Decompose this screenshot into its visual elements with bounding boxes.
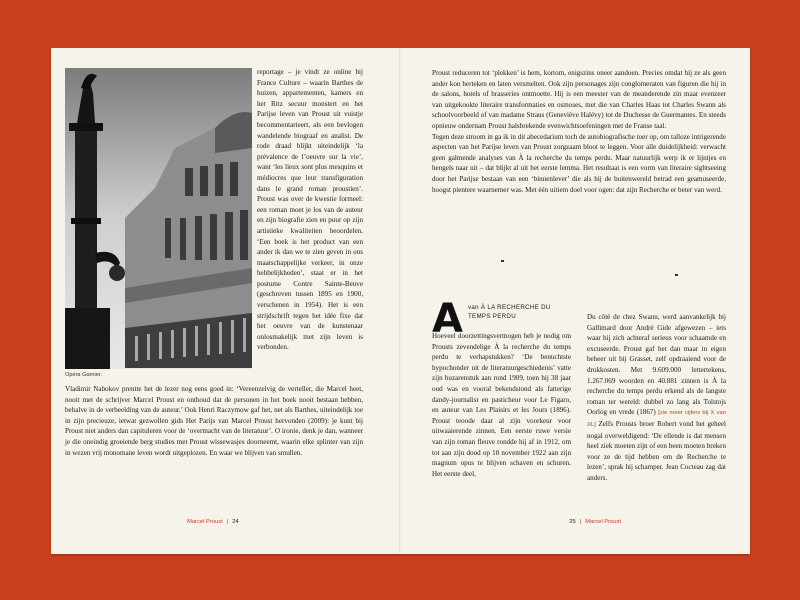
left-footer: Marcel Proust | 24 <box>187 519 239 525</box>
lower-left-paragraph: Hoeveel doorzettingsvermogen heb je nodig om Prousts zevendelige À la recherche du temps perdu te verhapstukken? ‘De benuchtste hypochonder uit de literatuurgeschiedenis’ vatte zijn huzarenstuk aan rond 1909, toen hij 38 jaar oud was en vooral bekendstond als fatterige dandy-journalist en pasticheur voor Le Figaro, en auteur van Les Plaisirs et les Jours (1896). Proust teoode daar al zijn voorkeur voor uitwaaierende zinnen. Een eerste ruwe versie van zijn roman fleuve rondde hij af in 1912, om tot aan zijn dood op 18 november 1922 aan zijn magnum opus te blijven schaven en schuren. Het eerste deel, <box>432 332 571 478</box>
ornament-mark <box>675 274 678 276</box>
left-bottom-paragraph: Vladimir Nabokov prentte het de lezer nog eens goed in: ‘Vereenzelvig de verteller, die Marcel heet, nooit met de schrijver Marcel Proust en onthoud dat de personen in het boek nooit bestaan hebben, behalve in de verbeelding van de auteur.’ Ook Henri Raczymow gaf het, net als Barthes, uiteindelijk toe in zijn precieuze, ietwat gezwollen gids Het Parijs van Marcel Proust hervonden (2009): je kunt bij Proust niet anders dan capituleren voor de ‘overmacht van de literatuur’. O ironie, denk je dan, wanneer je die oneindig groeiende berg studies met Proust wissewasjes doorneemt, waarin elke splinter van zijn in wezen vrij monomane leven wordt uitgeplozen. En waar we blijven van smullen. <box>65 385 363 457</box>
handwritten-note: [zie meer cijfers bij X van XL] <box>587 410 726 428</box>
right-footer: 25 | Marcel Proust <box>569 519 621 525</box>
lower-right-column <box>587 312 726 484</box>
left-bottom-text <box>65 384 363 458</box>
chapter-title <box>460 303 571 321</box>
left-column-paragraph: reportage – je vindt ze online bij France Culture – waarin Barthes de huizen, appartementen, kamers en het Ritz secuur monstert en het Parijse leven van Proust uit vuistje becommentarieert, als een bevlogen wandelende biograaf en analist. De rode draad blijkt uiteindelijk ‘la prévalence de l’oeuvre sur la vie’, want ‘les lieux sont plus mesquins et médiocres que leur transfiguration dans le grand roman proustien’. Proust was over de kwestie formeel: een roman moet je los van de auteur en zijn biografie zien en puur op zijn artistieke kwaliteiten beoordelen. ‘Een boek is het product van een ander ik dan we te zien geven in ons maatschappelijke verkeer, in onze hebbelijkheden’, staat er in het postume Contre Sainte-Beuve (geschreven tussen 1895 en 1900, verschenen in 1954). Het is een strijdschrift tegen het idée fixe dat het oeuvre van de kunstenaar onlosmakelijk met zijn leven is verbonden. <box>257 68 363 352</box>
footer-book-title: Marcel Proust <box>187 519 223 525</box>
lower-right-text-end: Zelfs Prousts broer Robert vond het geheel nogal overweldigend: ‘De ellende is dat mensen heel ziek moeten zijn of een been moeten breken voor ze de tijd hebben om de Recherche te lezen’, sprak hij schamper. Jean Cocteau zag dat anders. <box>587 419 726 482</box>
page-number: 24 <box>232 519 239 525</box>
right-top-paragraph-2: Tegen deze stroom in ga ik in dit abecedarium toch de autobiografische toer op, om talloze intrigerende aspecten van het Parijse leven van Proust zorgzaam bloot te leggen. Voor alle duidelijkheid: verwacht geen galmende analyses van À la recherche du temps perdu. Maar natuurlijk werp ik er lijntjes en hengels naar uit – dat blijkt al uit het eerste lemma. Het resultaat is een vorm van literaire sightseeing door het Parijse bestaan van een ‘binnenlever’ die als hij de buitenwereld betrad een geamuseerde, hoogst pientere waarnemer was. Met één uitiem doel voor ogen: dat zijn Recherche er beter van werd. <box>432 132 726 194</box>
book-spread <box>51 48 750 554</box>
lower-left-column <box>432 331 571 479</box>
photo-caption: Opéra Garnier. <box>65 372 102 378</box>
lower-right-text: Du côté de chez Swann, werd aanvankelijk bij Gallimard door André Gide afgewezen – iets waar hij zich achteraf serieus voor schaamde en excuseerde. Proust gaf het dan maar in eigen beheer uit bij Grasset, zelf opdraaiend voor de drukkosten. Met 9.609.000 lettertekens, 1.267.069 woorden en 40.881 zinnen is À la recherche du temps perdu erkend als de langste roman ter wereld: dubbel zo lang als Tolstojs Oorlog en vrede (1867) <box>587 313 726 417</box>
left-page <box>51 48 400 554</box>
right-top-paragraph-1: Proust reduceren tot ‘plekken’ is hem, kortom, enigszins oneer aandoen. Precies omdat hij ze als geen ander kon herteken en laten versmelten. Ook zijn personages zijn conglomeraten van figuren die hij in de salons, hotels of brasseries ontmoette. Hij is een meester van de meanderende zin maar evenzeer van uitgekookte literaire transformaties en osmoses, met die van Charles Haas tot Charles Swann als schoolvoorbeeld of van madame Straus (Geneviève Halévy) tot de Duchesse de Guermantes. En steeds opnieuw ondernam Proust halsbrekende evenwichtsoefeningen met de Franse taal. <box>432 69 726 130</box>
lower-right-paragraph <box>587 312 726 484</box>
chapter-heading <box>432 296 571 342</box>
left-column-text <box>257 67 363 353</box>
drop-cap: A <box>432 296 463 342</box>
ornament-mark <box>501 260 504 262</box>
chapter-title-text: À LA RECHERCHE DU TEMPS PERDU <box>467 304 551 320</box>
footer-book-title: Marcel Proust <box>585 519 621 525</box>
chapter-prefix: van <box>467 304 479 311</box>
right-top-text <box>432 68 726 195</box>
right-page <box>401 48 750 554</box>
page-number: 25 <box>569 519 576 525</box>
opera-garnier-photo <box>65 68 252 369</box>
